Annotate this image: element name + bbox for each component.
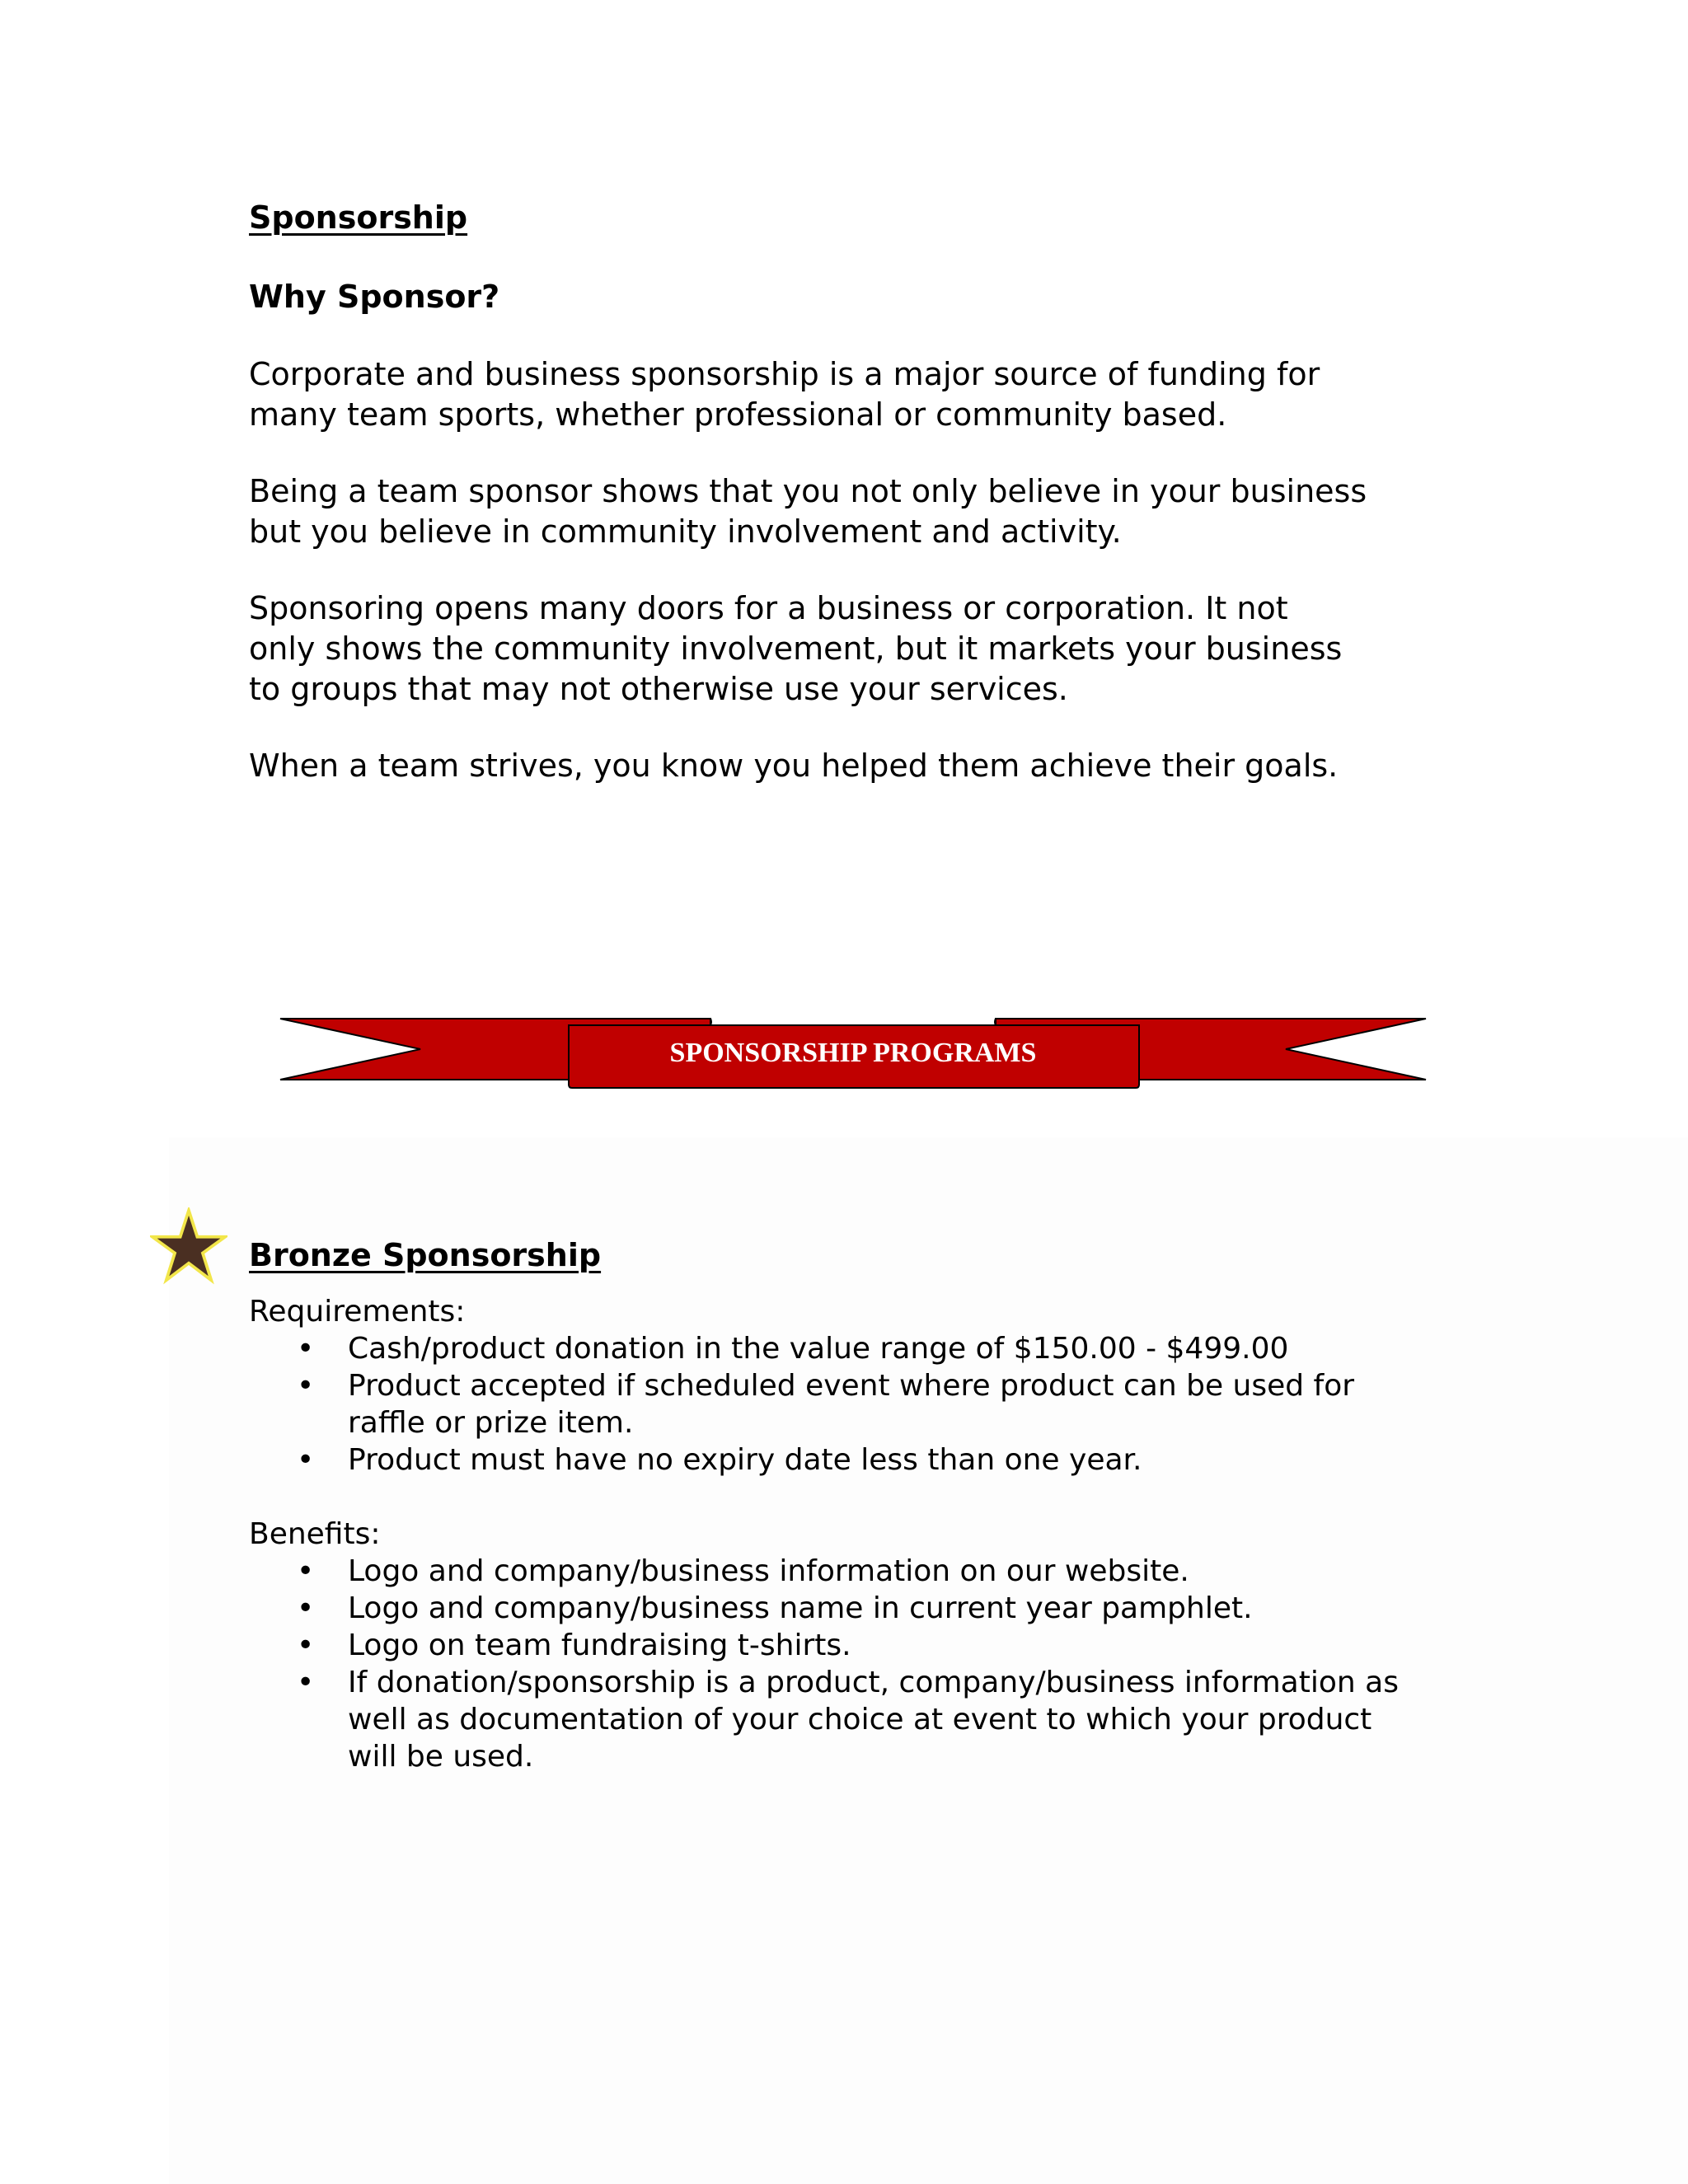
list-item — [249, 1553, 1452, 1590]
list-item-text: Product accepted if scheduled event where product can be used for — [348, 1369, 1355, 1403]
list-item-text: Product must have no expiry date less than one year. — [348, 1443, 1142, 1477]
bullet: • — [297, 1443, 315, 1477]
bullet: • — [297, 1332, 315, 1366]
paragraph-line: Sponsoring opens many doors for a business or corporation. It not — [249, 590, 1288, 626]
bullet: • — [297, 1554, 315, 1588]
list-item-text: Logo and company/business information on our website. — [348, 1554, 1189, 1588]
list-item — [249, 1627, 1452, 1664]
list-item — [249, 1330, 1452, 1367]
list-item-text: Logo on team fundraising t-shirts. — [348, 1629, 851, 1662]
list-item — [249, 1664, 1452, 1775]
paragraph — [249, 588, 1452, 710]
benefits-list — [249, 1553, 1452, 1775]
paragraph — [249, 354, 1452, 435]
why-sponsor-heading: Why Sponsor? — [249, 279, 500, 315]
benefits-label: Benefits: — [249, 1517, 381, 1551]
list-item-text: well as documentation of your choice at event to which your product — [348, 1703, 1372, 1736]
list-item — [249, 1590, 1452, 1627]
list-item-text: raffle or prize item. — [348, 1406, 634, 1440]
page-title: Sponsorship — [249, 199, 468, 236]
bullet: • — [297, 1666, 315, 1699]
list-item — [249, 1367, 1452, 1441]
list-item-text: will be used. — [348, 1740, 534, 1774]
bronze-sponsorship-title: Bronze Sponsorship — [249, 1237, 602, 1273]
list-item-text: If donation/sponsorship is a product, company/business information as — [348, 1666, 1399, 1699]
paragraph — [249, 471, 1452, 552]
bullet: • — [297, 1591, 315, 1625]
paragraph — [249, 746, 1452, 786]
bullet: • — [297, 1369, 315, 1403]
requirements-list — [249, 1330, 1452, 1479]
paragraph-line: to groups that may not otherwise use your services. — [249, 671, 1068, 707]
list-item-text: Cash/product donation in the value range of $150.00 - $499.00 — [348, 1332, 1289, 1366]
sponsorship-programs-banner — [279, 1015, 1428, 1094]
sponsorship-section — [249, 196, 1452, 786]
bronze-sponsorship-section — [249, 1234, 1452, 1775]
paragraph-line: only shows the community involvement, but it markets your business — [249, 630, 1343, 667]
paragraph-line: Being a team sponsor shows that you not only believe in your business — [249, 473, 1367, 509]
list-item-text: Logo and company/business name in current year pamphlet. — [348, 1591, 1253, 1625]
paragraph-line: When a team strives, you know you helped them achieve their goals. — [249, 748, 1339, 784]
paragraph-line: Corporate and business sponsorship is a major source of funding for — [249, 356, 1320, 392]
list-item — [249, 1441, 1452, 1479]
bullet: • — [297, 1629, 315, 1662]
requirements-label: Requirements: — [249, 1295, 466, 1329]
paragraph-line: but you believe in community involvement and activity. — [249, 513, 1122, 550]
paragraph-line: many team sports, whether professional or community based. — [249, 396, 1227, 433]
banner-label: SPONSORSHIP PROGRAMS — [669, 1038, 1037, 1068]
star-icon — [150, 1207, 227, 1285]
